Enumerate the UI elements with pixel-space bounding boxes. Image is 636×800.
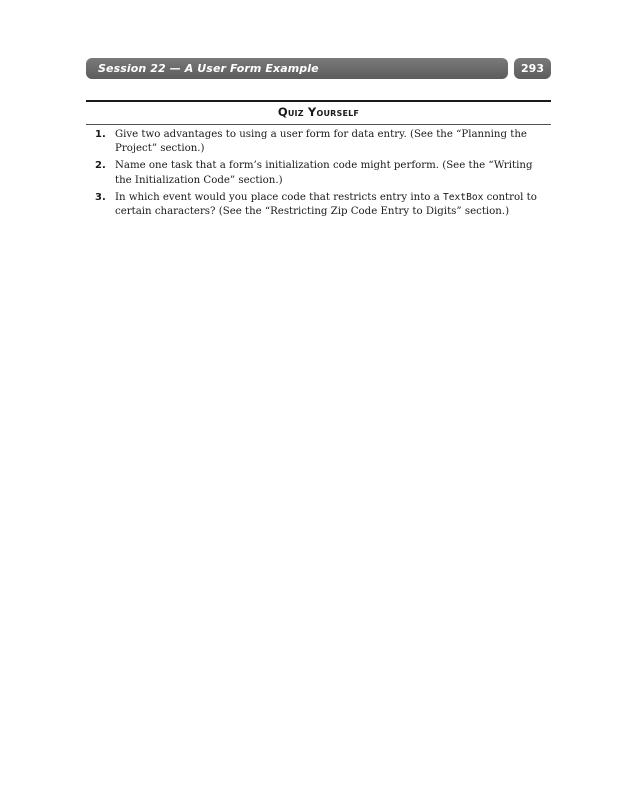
quiz-list: [86, 128, 551, 222]
page-number: 293: [521, 62, 544, 75]
quiz-item-1: [86, 128, 551, 156]
quiz-item-number: 1.: [95, 129, 106, 140]
quiz-item-2: [86, 159, 551, 187]
section-heading: Quiz Yourself: [277, 105, 360, 119]
quiz-item-number: 3.: [95, 191, 106, 203]
quiz-item-code: TextBox: [442, 191, 484, 203]
quiz-item-text-before: In which event would you place code that restricts entry into a: [115, 191, 443, 203]
quiz-item-text-after: control to certain characters? (See the “Restricting Zip Code Entry to Digits” section.): [115, 191, 537, 218]
quiz-item-3: [86, 191, 551, 219]
running-head: [86, 58, 508, 79]
heading-rule-top: [86, 100, 551, 102]
quiz-item-text: Name one task that a form’s initialization code might perform. (See the “Writing the Initialization Code” section.): [115, 160, 533, 186]
page-number-box: [514, 58, 551, 79]
heading-rule-bottom: [86, 124, 551, 125]
running-head-title: Session 22 — A User Form Example: [98, 62, 319, 75]
quiz-item-text: Give two advantages to using a user form for data entry. (See the “Planning the Project” section.): [115, 129, 527, 155]
quiz-item-number: 2.: [95, 160, 106, 172]
